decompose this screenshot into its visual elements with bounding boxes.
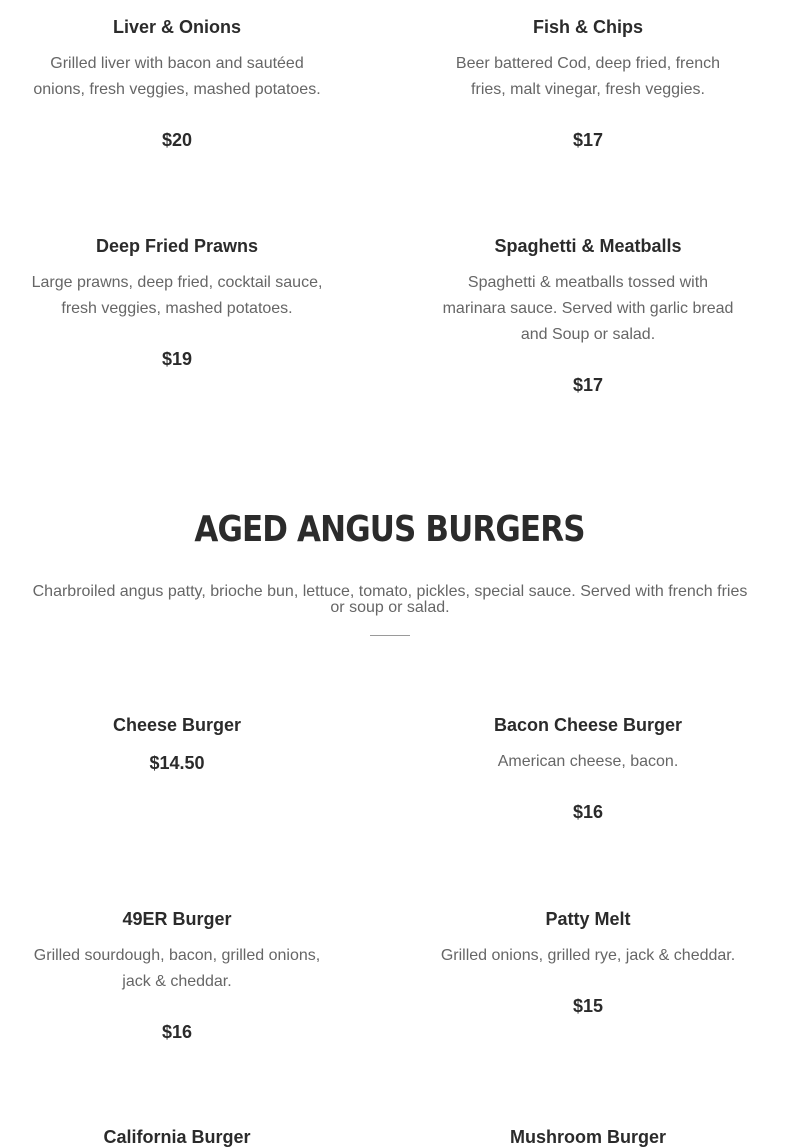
menu-item-name: Cheese Burger — [112, 715, 242, 735]
menu-item-price: $16 — [572, 802, 604, 822]
menu-item-name: Liver & Onions — [112, 17, 242, 37]
menu-item-price: $17 — [572, 375, 604, 395]
menu-item-cheese-burger — [27, 714, 327, 774]
menu-item-fish-chips — [438, 16, 738, 151]
menu-item-bacon-cheese-burger — [438, 714, 738, 823]
menu-item-description: Beer battered Cod, deep fried, french fries, malt vinegar, fresh veggies. — [455, 55, 721, 98]
menu-item-patty-melt — [438, 908, 738, 1017]
menu-item-description: Grilled liver with bacon and sautéed onions, fresh veggies, mashed potatoes. — [33, 55, 321, 98]
menu-item-name: Mushroom Burger — [509, 1127, 666, 1147]
menu-item-price: $16 — [161, 1022, 193, 1042]
menu-item-name: Deep Fried Prawns — [95, 236, 259, 256]
menu-item-name: Fish & Chips — [532, 17, 643, 37]
menu-item-description: Grilled sourdough, bacon, grilled onions, jack & cheddar. — [33, 947, 321, 990]
menu-item-name: Patty Melt — [545, 909, 631, 929]
menu-item-mushroom-burger — [438, 1126, 738, 1148]
menu-item-description: Spaghetti & meatballs tossed with marinara sauce. Served with garlic bread and Soup or salad. — [442, 274, 734, 343]
menu-item-price: $17 — [572, 130, 604, 150]
section-divider — [370, 635, 410, 636]
menu-item-california-burger — [27, 1126, 327, 1148]
menu-item-price: $14.50 — [149, 753, 205, 773]
menu-item-liver-onions — [27, 16, 327, 151]
menu-item-price: $19 — [161, 349, 193, 369]
menu-item-price: $20 — [161, 130, 193, 150]
menu-item-name: Bacon Cheese Burger — [493, 715, 683, 735]
menu-item-description: American cheese, bacon. — [497, 753, 679, 770]
section-description: Charbroiled angus patty, brioche bun, lettuce, tomato, pickles, special sauce. Served with french fries or soup or salad. — [32, 583, 748, 616]
menu-item-name: California Burger — [103, 1127, 251, 1147]
menu-item-description: Grilled onions, grilled rye, jack & cheddar. — [440, 947, 736, 964]
menu-item-description: Large prawns, deep fried, cocktail sauce, fresh veggies, mashed potatoes. — [31, 274, 323, 317]
menu-item-spaghetti-meatballs — [438, 235, 738, 396]
menu-item-name: Spaghetti & Meatballs — [494, 236, 682, 256]
menu-item-49er-burger — [27, 908, 327, 1043]
section-title: AGED ANGUS BURGERS — [194, 509, 585, 550]
menu-item-price: $15 — [572, 996, 604, 1016]
menu-item-deep-fried-prawns — [27, 235, 327, 370]
menu-item-name: 49ER Burger — [122, 909, 232, 929]
